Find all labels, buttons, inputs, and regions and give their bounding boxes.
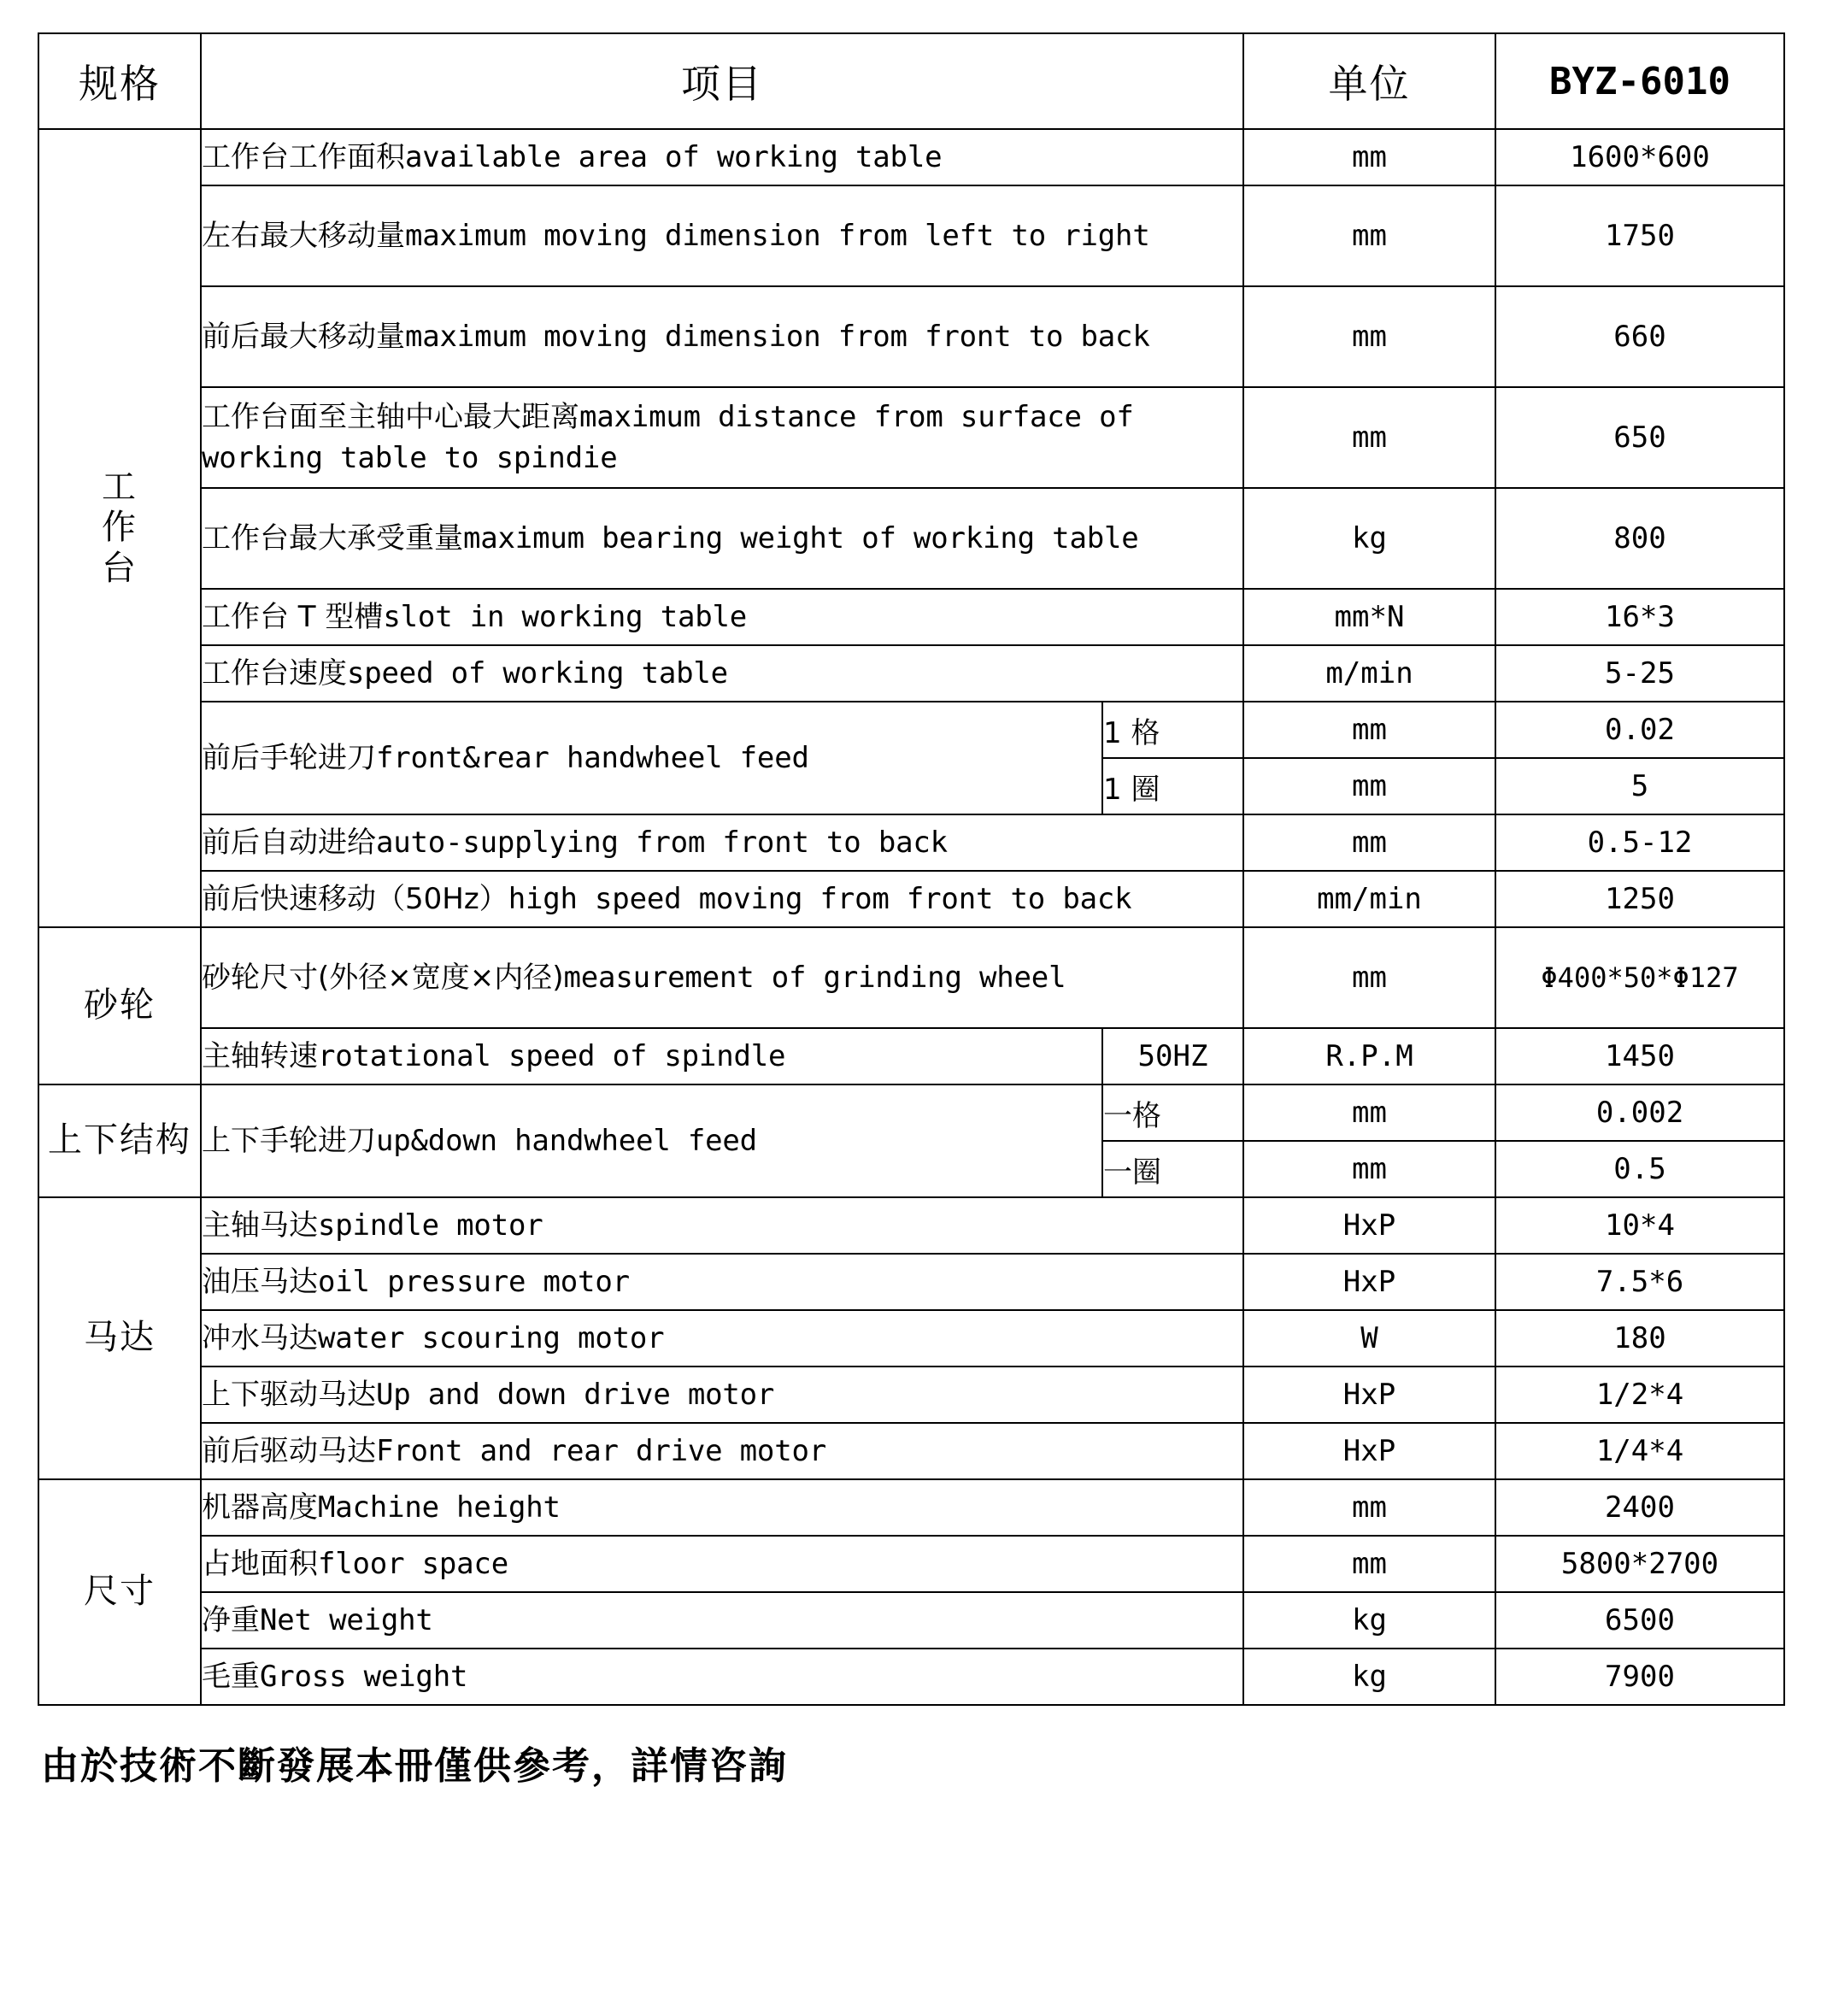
row-item <box>201 286 1243 387</box>
row-item <box>201 1649 1243 1705</box>
row-item <box>201 1028 1102 1084</box>
row-item <box>201 1536 1243 1592</box>
row-value: 1450 <box>1495 1028 1784 1084</box>
row-value: 5 <box>1495 758 1784 814</box>
row-item <box>201 1479 1243 1536</box>
table-row <box>38 1310 1784 1367</box>
row-value: 7.5*6 <box>1495 1254 1784 1310</box>
row-value: 0.5 <box>1495 1141 1784 1197</box>
table-row <box>38 1084 1784 1141</box>
row-value: 0.5-12 <box>1495 814 1784 871</box>
row-unit: mm <box>1243 129 1495 185</box>
table-row <box>38 645 1784 702</box>
row-item-cn: 前后手轮进刀 <box>202 740 376 775</box>
row-item-cn: 主轴转速 <box>202 1038 318 1073</box>
row-item-cn: 前后快速移动（50Hz） <box>202 881 508 916</box>
row-sub: 一圈 <box>1102 1141 1243 1197</box>
row-item-en: up&down handwheel feed <box>376 1123 757 1158</box>
row-unit: W <box>1243 1310 1495 1367</box>
row-value: 5-25 <box>1495 645 1784 702</box>
row-value: 10*4 <box>1495 1197 1784 1254</box>
row-value: 800 <box>1495 488 1784 589</box>
row-item <box>201 1254 1243 1310</box>
row-item <box>201 1423 1243 1479</box>
table-row <box>38 488 1784 589</box>
table-row <box>38 927 1784 1028</box>
row-item <box>201 814 1243 871</box>
group-motor-label: 马达 <box>84 1318 156 1358</box>
header-spec: 规格 <box>38 33 201 129</box>
group-motor <box>38 1197 201 1479</box>
row-value: 5800*2700 <box>1495 1536 1784 1592</box>
row-unit: mm <box>1243 1084 1495 1141</box>
table-row <box>38 1028 1784 1084</box>
row-item-cn: 工作台速度 <box>202 655 347 691</box>
row-item-en: floor space <box>318 1546 508 1581</box>
row-unit: kg <box>1243 1649 1495 1705</box>
row-unit: HxP <box>1243 1367 1495 1423</box>
row-item-cn: 砂轮尺寸(外径×宽度×内径) <box>202 960 564 995</box>
row-item-cn: 上下驱动马达 <box>202 1377 376 1412</box>
header-item: 项目 <box>201 33 1243 129</box>
row-item <box>201 589 1243 645</box>
row-unit: mm <box>1243 387 1495 488</box>
row-item <box>201 1084 1102 1197</box>
row-item <box>201 1367 1243 1423</box>
row-unit: mm <box>1243 1536 1495 1592</box>
footer-note: 由於技術不斷發展本冊僅供參考，詳情咨詢 <box>41 1744 788 1788</box>
group-working-table <box>38 129 201 927</box>
row-item-cn: 工作台 T 型槽 <box>202 599 384 634</box>
row-unit: mm <box>1243 1141 1495 1197</box>
table-row <box>38 1592 1784 1649</box>
row-item-en: spindle motor <box>318 1208 543 1243</box>
group-updown-structure-label: 上下结构 <box>48 1120 191 1161</box>
row-item-en: rotational speed of spindle <box>318 1038 786 1073</box>
row-item-cn: 冲水马达 <box>202 1320 318 1355</box>
table-row <box>38 286 1784 387</box>
row-item <box>201 1310 1243 1367</box>
row-value: 1/4*4 <box>1495 1423 1784 1479</box>
row-item-en: oil pressure motor <box>318 1264 630 1299</box>
row-item <box>201 1592 1243 1649</box>
row-item-cn: 净重 <box>202 1602 260 1637</box>
row-item-en: speed of working table <box>347 655 728 691</box>
row-item-cn: 油压马达 <box>202 1264 318 1299</box>
row-item-cn: 毛重 <box>202 1659 260 1694</box>
row-item-en: Gross weight <box>260 1659 468 1694</box>
table-row <box>38 1649 1784 1705</box>
row-unit: kg <box>1243 1592 1495 1649</box>
row-item-cn: 左右最大移动量 <box>202 218 405 253</box>
table-row <box>38 1479 1784 1536</box>
table-row <box>38 814 1784 871</box>
row-item-cn: 前后最大移动量 <box>202 319 405 354</box>
row-item-en: Net weight <box>260 1602 433 1637</box>
row-item-en: maximum moving dimension from left to right <box>405 218 1150 253</box>
row-item-cn: 工作台面至主轴中心最大距离 <box>202 399 579 434</box>
row-unit: R.P.M <box>1243 1028 1495 1084</box>
table-row <box>38 1423 1784 1479</box>
row-unit: mm <box>1243 758 1495 814</box>
row-value: 180 <box>1495 1310 1784 1367</box>
row-value: 1600*600 <box>1495 129 1784 185</box>
row-sub: 1 格 <box>1102 702 1243 758</box>
row-item-en: available area of working table <box>405 139 943 174</box>
table-row <box>38 1367 1784 1423</box>
row-item-cn: 工作台最大承受重量 <box>202 520 463 555</box>
row-value: 2400 <box>1495 1479 1784 1536</box>
table-row <box>38 387 1784 488</box>
row-item-cn: 主轴马达 <box>202 1208 318 1243</box>
header-unit: 单位 <box>1243 33 1495 129</box>
row-unit: mm <box>1243 185 1495 286</box>
row-item <box>201 185 1243 286</box>
group-dimension <box>38 1479 201 1705</box>
row-value: 650 <box>1495 387 1784 488</box>
row-item <box>201 702 1102 814</box>
row-item-cn: 工作台工作面积 <box>202 139 405 174</box>
row-value: 16*3 <box>1495 589 1784 645</box>
row-item-en: Up and down drive motor <box>376 1377 775 1412</box>
row-value: 1250 <box>1495 871 1784 927</box>
row-unit: kg <box>1243 488 1495 589</box>
row-item-en: maximum bearing weight of working table <box>463 520 1139 555</box>
specifications-table <box>38 32 1785 1706</box>
row-item <box>201 871 1243 927</box>
row-value: 660 <box>1495 286 1784 387</box>
row-item-cn: 上下手轮进刀 <box>202 1123 376 1158</box>
row-sub: 一格 <box>1102 1084 1243 1141</box>
table-row <box>38 1254 1784 1310</box>
table-header-row <box>38 33 1784 129</box>
row-item <box>201 387 1243 488</box>
row-item <box>201 488 1243 589</box>
row-item-en: auto-supplying from front to back <box>376 825 948 860</box>
table-row <box>38 129 1784 185</box>
row-unit: mm/min <box>1243 871 1495 927</box>
row-unit: mm <box>1243 814 1495 871</box>
row-unit: mm <box>1243 1479 1495 1536</box>
row-value: 6500 <box>1495 1592 1784 1649</box>
row-unit: HxP <box>1243 1197 1495 1254</box>
row-item-en: Machine height <box>318 1490 561 1525</box>
row-item <box>201 645 1243 702</box>
table-row <box>38 871 1784 927</box>
group-dimension-label: 尺寸 <box>84 1572 156 1612</box>
row-unit: m/min <box>1243 645 1495 702</box>
row-value: 1750 <box>1495 185 1784 286</box>
header-model: BYZ-6010 <box>1495 33 1784 129</box>
row-value: 0.002 <box>1495 1084 1784 1141</box>
row-item-en: maximum distance from surface of working table to spindie <box>202 399 1134 475</box>
row-item-en: measurement of grinding wheel <box>563 960 1066 995</box>
row-item <box>201 927 1243 1028</box>
row-item-en: Front and rear drive motor <box>376 1433 827 1468</box>
group-working-table-label: 工作台 <box>102 467 138 588</box>
group-grinding-wheel <box>38 927 201 1084</box>
row-item-cn: 前后驱动马达 <box>202 1433 376 1468</box>
row-value: 7900 <box>1495 1649 1784 1705</box>
table-row <box>38 185 1784 286</box>
row-item-en: water scouring motor <box>318 1320 665 1355</box>
table-row <box>38 1536 1784 1592</box>
row-unit: mm*N <box>1243 589 1495 645</box>
row-unit: mm <box>1243 286 1495 387</box>
row-item-en: slot in working table <box>383 599 748 634</box>
row-unit: HxP <box>1243 1423 1495 1479</box>
table-row <box>38 589 1784 645</box>
row-sub: 50HZ <box>1102 1028 1243 1084</box>
row-value: 0.02 <box>1495 702 1784 758</box>
row-item-en: high speed moving from front to back <box>508 881 1132 916</box>
row-unit: mm <box>1243 927 1495 1028</box>
row-item-cn: 占地面积 <box>202 1546 318 1581</box>
group-updown-structure <box>38 1084 201 1197</box>
row-unit: HxP <box>1243 1254 1495 1310</box>
row-value: Φ400*50*Φ127 <box>1495 927 1784 1028</box>
group-grinding-wheel-label: 砂轮 <box>84 985 156 1026</box>
table-row <box>38 1197 1784 1254</box>
row-unit: mm <box>1243 702 1495 758</box>
row-item <box>201 1197 1243 1254</box>
row-item <box>201 129 1243 185</box>
row-item-cn: 机器高度 <box>202 1490 318 1525</box>
row-value: 1/2*4 <box>1495 1367 1784 1423</box>
row-item-en: front&rear handwheel feed <box>376 740 809 775</box>
row-sub: 1 圈 <box>1102 758 1243 814</box>
row-item-en: maximum moving dimension from front to back <box>405 319 1150 354</box>
table-row <box>38 702 1784 758</box>
row-item-cn: 前后自动进给 <box>202 825 376 860</box>
